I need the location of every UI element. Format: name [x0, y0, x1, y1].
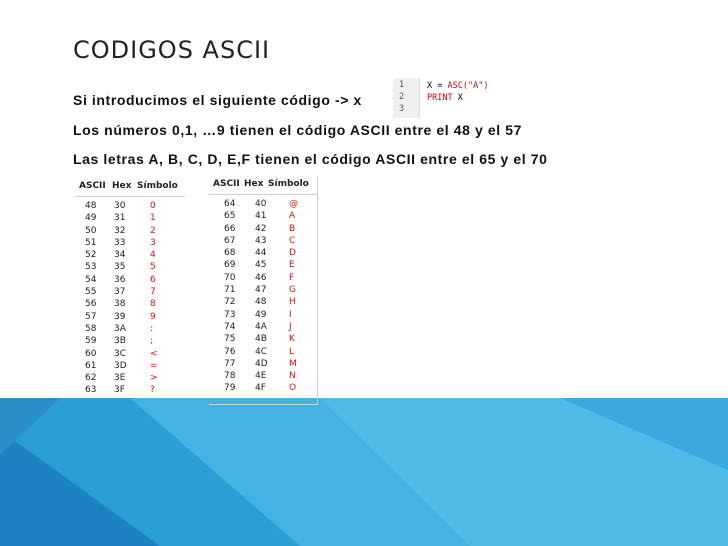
hex-cell: 37 — [114, 287, 126, 298]
code-rest: X — [452, 93, 463, 103]
ascii-cell: 58 — [85, 323, 97, 334]
symbol-cell: > — [150, 373, 158, 384]
intro-line: Si introducimos el siguiente código -> x — [73, 92, 362, 108]
ascii-cell: 68 — [224, 248, 236, 259]
ascii-cell: 71 — [224, 285, 236, 296]
symbol-cell: ; — [150, 336, 154, 347]
symbol-cell: A — [289, 211, 296, 222]
hex-cell: 3A — [114, 323, 126, 334]
table-row — [75, 311, 185, 323]
table-row — [209, 382, 317, 394]
table-row — [209, 296, 317, 308]
symbol-cell: : — [150, 323, 154, 334]
symbol-cell: M — [289, 358, 297, 369]
symbol-cell: 3 — [150, 237, 156, 248]
table-row — [75, 298, 185, 310]
symbol-cell: 6 — [150, 274, 156, 285]
hex-cell: 31 — [114, 213, 126, 224]
hex-cell: 4B — [255, 334, 267, 345]
table-row — [75, 335, 185, 347]
table-row — [75, 249, 185, 261]
hex-cell: 4C — [255, 346, 268, 357]
ascii-cell: 53 — [85, 262, 97, 273]
code-argument: ("A") — [462, 81, 489, 91]
ascii-cell: 65 — [224, 211, 236, 222]
table-row — [209, 284, 317, 296]
hex-cell: 33 — [114, 237, 126, 248]
table-row — [209, 346, 317, 358]
ascii-cell: 79 — [224, 383, 236, 394]
hex-cell: 40 — [255, 199, 267, 209]
ascii-cell: 77 — [224, 358, 236, 369]
table-row — [75, 286, 185, 298]
symbol-cell: 5 — [150, 262, 156, 273]
hex-cell: 41 — [255, 211, 267, 222]
table-row — [209, 333, 317, 345]
ascii-cell: 63 — [85, 385, 97, 396]
table-row — [209, 259, 317, 271]
code-function: ASC — [447, 81, 463, 91]
ascii-cell: 62 — [85, 373, 97, 384]
table-row — [209, 247, 317, 259]
ascii-cell: 48 — [85, 201, 97, 211]
code-var: X = — [427, 81, 448, 91]
table-row — [75, 200, 185, 212]
hex-cell: 39 — [114, 311, 126, 322]
symbol-cell: 2 — [150, 225, 156, 236]
hex-cell: 3D — [114, 360, 127, 371]
symbol-cell: = — [150, 360, 158, 371]
symbol-cell: 7 — [150, 287, 156, 298]
hex-cell: 42 — [255, 223, 267, 234]
ascii-cell: 61 — [85, 360, 97, 371]
hex-cell: 36 — [114, 274, 126, 285]
ascii-cell: 76 — [224, 346, 236, 357]
ascii-cell: 67 — [224, 235, 236, 246]
line-number: 3 — [399, 104, 405, 114]
table-row — [209, 272, 317, 284]
table-row — [209, 210, 317, 222]
symbol-cell: J — [289, 321, 292, 332]
table-row — [209, 321, 317, 333]
table-row — [75, 360, 185, 372]
symbol-cell: F — [289, 272, 295, 283]
code-line-2 — [427, 93, 463, 103]
table-row — [75, 372, 185, 384]
symbol-cell: B — [289, 223, 296, 234]
hex-cell: 30 — [114, 201, 126, 211]
header-symbol: Símbolo — [137, 181, 178, 191]
hex-cell: 3C — [114, 348, 127, 359]
header-hex: Hex — [112, 181, 132, 191]
table-row — [209, 223, 317, 235]
ascii-cell: 54 — [85, 274, 97, 285]
header-symbol: Símbolo — [268, 179, 309, 189]
symbol-cell: 1 — [150, 213, 156, 224]
table-rows — [75, 200, 185, 397]
table-row — [75, 237, 185, 249]
hex-cell: 44 — [255, 248, 267, 259]
table-row — [75, 323, 185, 335]
line-number: 2 — [399, 92, 405, 102]
header-divider — [209, 194, 317, 195]
slide-title: CODIGOS ASCII — [73, 36, 271, 64]
code-keyword: PRINT — [427, 93, 453, 103]
ascii-cell: 57 — [85, 311, 97, 322]
symbol-cell: E — [289, 260, 295, 271]
hex-cell: 46 — [255, 272, 267, 283]
hex-cell: 38 — [114, 299, 126, 310]
ascii-cell: 51 — [85, 237, 97, 248]
ascii-cell: 50 — [85, 225, 97, 236]
hex-cell: 49 — [255, 309, 267, 320]
hex-cell: 3F — [114, 385, 125, 396]
symbol-cell: ? — [150, 385, 155, 396]
letters-line: Las letras A, B, C, D, E,F tienen el código ASCII entre el 65 y el 70 — [73, 151, 548, 167]
symbol-cell: L — [289, 346, 295, 357]
ascii-table-digits — [75, 178, 185, 400]
symbol-cell: N — [289, 371, 296, 382]
header-ascii: ASCII — [79, 181, 106, 191]
symbol-cell: G — [289, 285, 296, 296]
symbol-cell: C — [289, 235, 296, 246]
table-header — [79, 181, 178, 191]
header-hex: Hex — [244, 179, 264, 189]
table-header — [213, 179, 309, 189]
hex-cell: 45 — [255, 260, 267, 271]
symbol-cell: H — [289, 297, 296, 308]
table-row — [75, 348, 185, 360]
ascii-cell: 66 — [224, 223, 236, 234]
table-row — [209, 235, 317, 247]
table-row — [209, 370, 317, 382]
line-number: 1 — [399, 80, 405, 90]
ascii-cell: 59 — [85, 336, 97, 347]
ascii-cell: 64 — [224, 199, 236, 209]
ascii-cell: 55 — [85, 287, 97, 298]
hex-cell: 35 — [114, 262, 126, 273]
ascii-table-letters — [209, 176, 318, 405]
ascii-cell: 74 — [224, 321, 236, 332]
code-gutter — [393, 78, 420, 118]
ascii-cell: 70 — [224, 272, 236, 283]
hex-cell: 32 — [114, 225, 126, 236]
hex-cell: 4D — [255, 358, 268, 369]
symbol-cell: 8 — [150, 299, 156, 310]
code-line-1 — [427, 81, 488, 91]
hex-cell: 4E — [255, 371, 267, 382]
ascii-cell: 78 — [224, 371, 236, 382]
code-snippet — [393, 78, 505, 118]
table-row — [75, 212, 185, 224]
ascii-cell: 72 — [224, 297, 236, 308]
table-row — [209, 198, 317, 210]
hex-cell: 3E — [114, 373, 126, 384]
hex-cell: 47 — [255, 285, 267, 296]
ascii-cell: 49 — [85, 213, 97, 224]
symbol-cell: 9 — [150, 311, 156, 322]
symbol-cell: D — [289, 248, 296, 259]
ascii-cell: 60 — [85, 348, 97, 359]
digits-line: Los números 0,1, …9 tienen el código ASCII entre el 48 y el 57 — [73, 122, 523, 138]
table-row — [75, 274, 185, 286]
symbol-cell: 4 — [150, 250, 156, 261]
table-rows — [209, 198, 317, 395]
hex-cell: 4F — [255, 383, 266, 394]
header-ascii: ASCII — [213, 179, 240, 189]
ascii-cell: 75 — [224, 334, 236, 345]
header-divider — [75, 196, 185, 197]
symbol-cell: @ — [289, 199, 298, 209]
hex-cell: 34 — [114, 250, 126, 261]
ascii-cell: 56 — [85, 299, 97, 310]
hex-cell: 3B — [114, 336, 126, 347]
hex-cell: 48 — [255, 297, 267, 308]
table-row — [209, 309, 317, 321]
ascii-cell: 52 — [85, 250, 97, 261]
hex-cell: 4A — [255, 321, 267, 332]
table-row — [75, 261, 185, 273]
symbol-cell: < — [150, 348, 158, 359]
ascii-cell: 73 — [224, 309, 236, 320]
ascii-cell: 69 — [224, 260, 236, 271]
symbol-cell: 0 — [150, 201, 156, 211]
symbol-cell: O — [289, 383, 297, 394]
symbol-cell: I — [289, 309, 292, 320]
table-row — [209, 358, 317, 370]
hex-cell: 43 — [255, 235, 267, 246]
symbol-cell: K — [289, 334, 295, 345]
table-row — [75, 384, 185, 396]
table-row — [75, 225, 185, 237]
